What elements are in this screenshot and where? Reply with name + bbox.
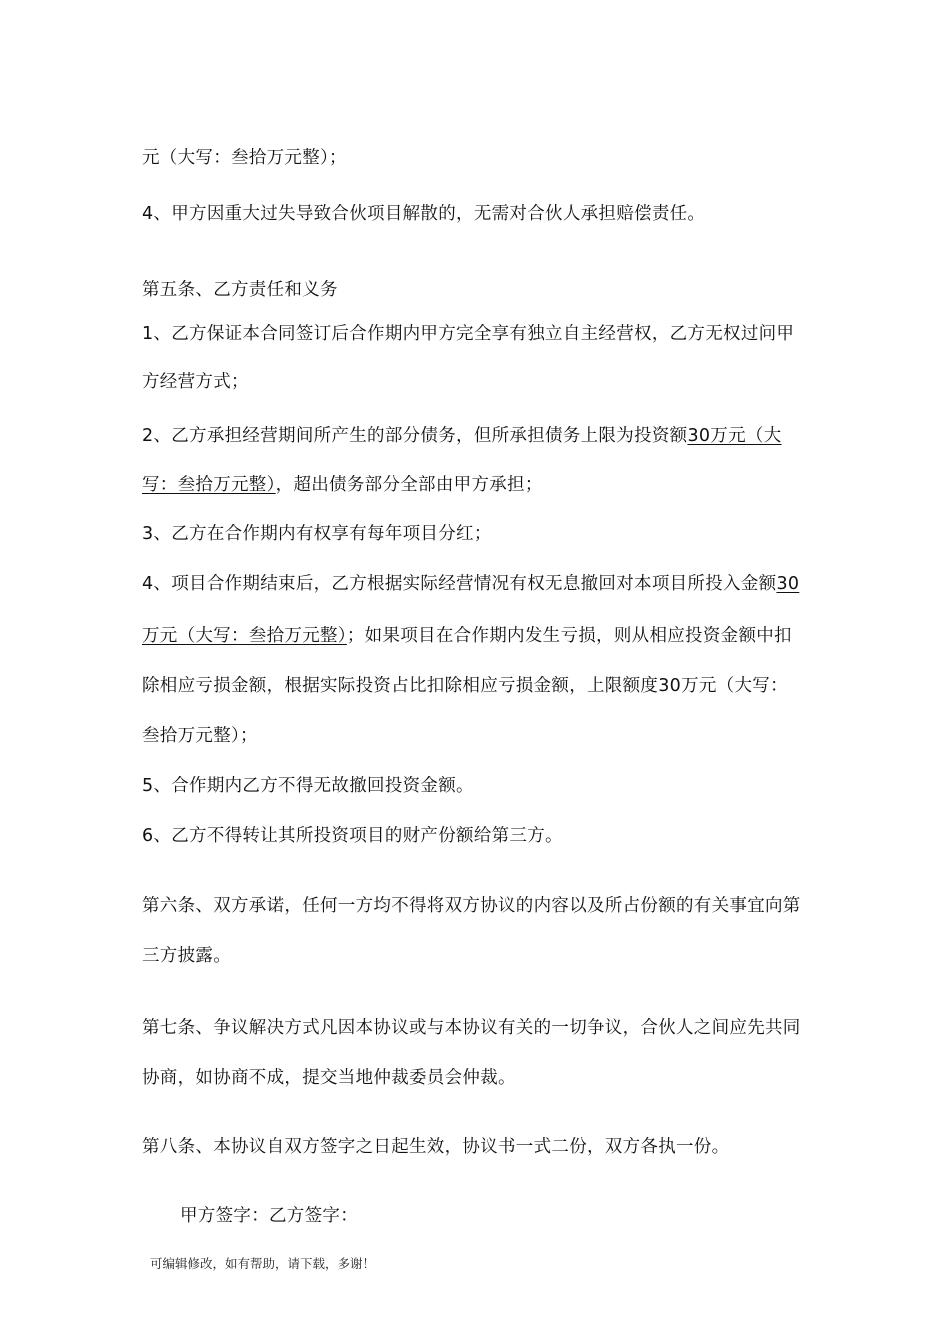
text-line	[142, 370, 249, 394]
underlined-text: 万元（大写：叁拾万元整）	[142, 626, 347, 646]
text-line	[142, 1066, 516, 1090]
text-segment: ；如果项目在合作期内发生亏损，则从相应投资金额中扣	[346, 626, 792, 646]
text-segment: 5、合作期内乙方不得无故撤回投资金额。	[142, 776, 474, 796]
text-line	[142, 572, 799, 596]
text-segment: 方经营方式；	[142, 372, 249, 392]
text-line	[142, 202, 705, 226]
text-line	[142, 1135, 729, 1159]
text-line	[142, 322, 794, 346]
text-line	[142, 674, 788, 698]
text-segment: 4、项目合作期结束后，乙方根据实际经营情况有权无息撤回对本项目所投入金额	[142, 574, 777, 594]
text-segment: 第六条、双方承诺，任何一方均不得将双方协议的内容以及所占份额的有关事宜向第	[142, 896, 801, 916]
text-segment: 第五条、乙方责任和义务	[142, 280, 338, 300]
text-segment: 第八条、本协议自双方签字之日起生效，协议书一式二份，双方各执一份。	[142, 1137, 730, 1157]
text-segment: 除相应亏损金额，根据实际投资占比扣除相应亏损金额，上限额度30万元（大写：	[142, 676, 788, 696]
text-segment: 6、乙方不得转让其所投资项目的财产份额给第三方。	[142, 826, 563, 846]
text-segment: 元（大写：叁拾万元整）；	[142, 148, 347, 168]
text-line	[142, 473, 543, 497]
text-line	[142, 774, 474, 798]
text-line	[142, 944, 231, 968]
text-line	[142, 424, 782, 448]
footer-note: 可编辑修改，如有帮助，请下载，多谢！	[150, 1256, 376, 1271]
text-line	[142, 1016, 801, 1040]
text-segment: 三方披露。	[142, 946, 231, 966]
underlined-text: 写：叁拾万元整）	[142, 475, 276, 495]
text-segment: 2、乙方承担经营期间所产生的部分债务，但所承担债务上限为投资额	[142, 426, 688, 446]
text-segment: 协商，如协商不成，提交当地仲裁委员会仲裁。	[142, 1068, 516, 1088]
text-line	[142, 146, 347, 170]
text-segment: 3、乙方在合作期内有权享有每年项目分红；	[142, 524, 492, 544]
text-line	[142, 278, 338, 302]
text-line	[142, 824, 563, 848]
text-segment: 1、乙方保证本合同签订后合作期内甲方完全享有独立自主经营权，乙方无权过问甲	[142, 324, 795, 344]
text-line	[142, 894, 801, 918]
text-line	[142, 624, 792, 648]
underlined-text: 30	[776, 574, 800, 594]
signature-line: 甲方签字：乙方签字：	[180, 1206, 358, 1226]
text-segment: 4、甲方因重大过失导致合伙项目解散的，无需对合伙人承担赔偿责任。	[142, 204, 706, 224]
underlined-text: 30万元（大	[687, 426, 782, 446]
text-line	[142, 522, 492, 546]
text-segment: ，超出债务部分全部由甲方承担；	[275, 475, 543, 495]
text-segment: 第七条、争议解决方式凡因本协议或与本协议有关的一切争议，合伙人之间应先共同	[142, 1018, 801, 1038]
text-segment: 叁拾万元整）；	[142, 726, 258, 746]
text-line	[142, 724, 258, 748]
